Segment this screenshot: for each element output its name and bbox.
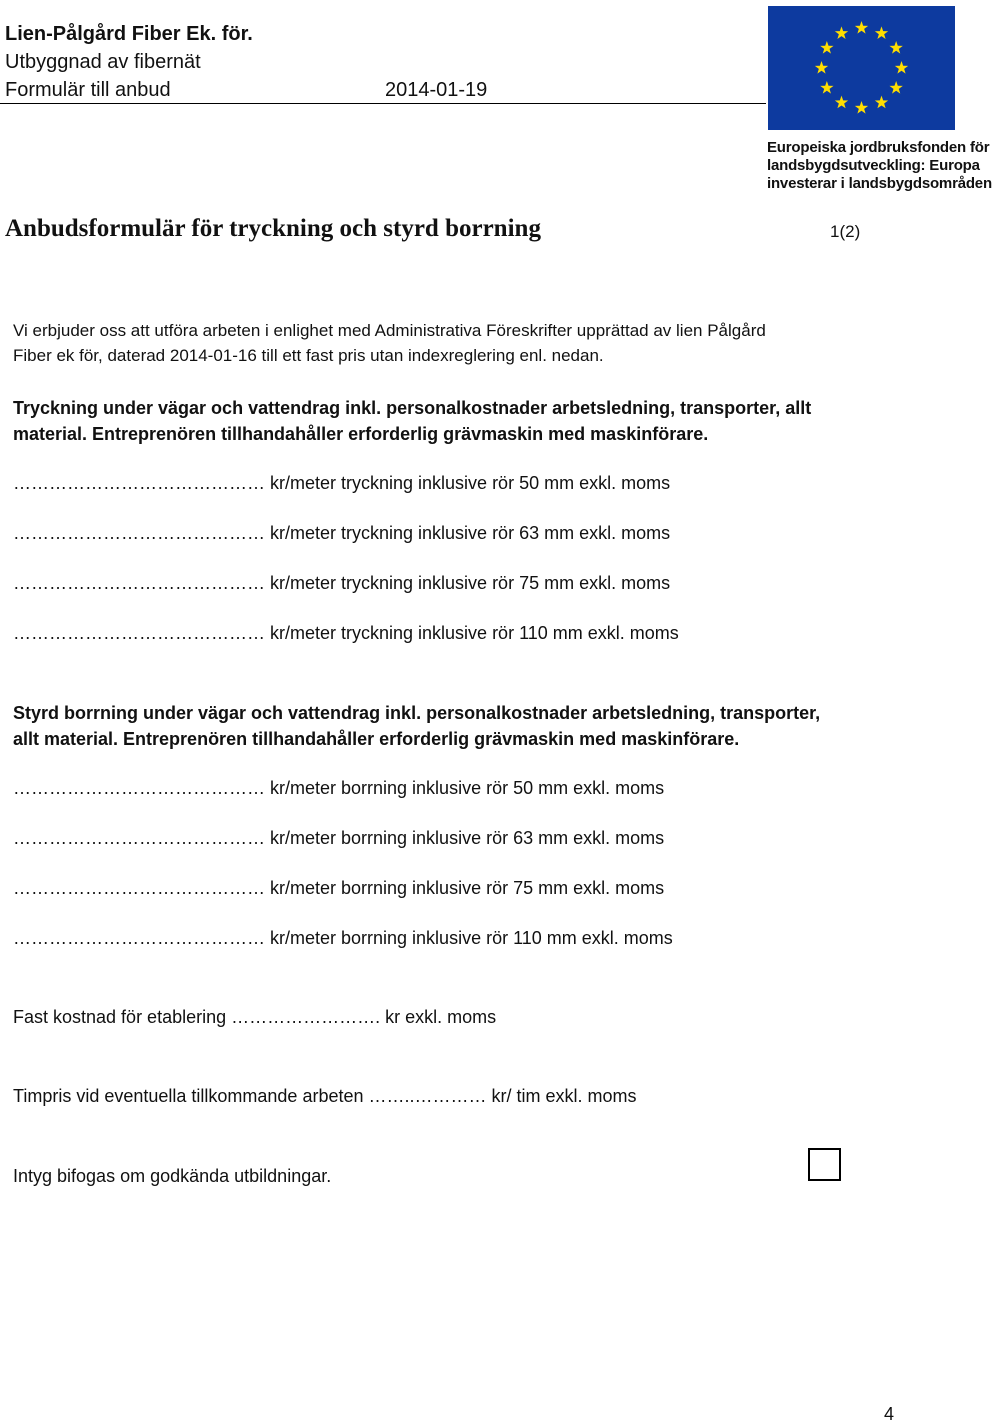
header-rule	[0, 103, 766, 104]
borrning-heading-line-2: allt material. Entreprenören tillhandahåller erforderlig grävmaskin med maskinförare.	[13, 729, 740, 749]
borrning-heading-line-1: Styrd borrning under vägar och vattendrag inkl. personalkostnader arbetsledning, transporter,	[13, 703, 821, 723]
etablering-cost[interactable]: Fast kostnad för etablering ……………………. kr exkl. moms	[13, 1007, 497, 1027]
intyg-checkbox[interactable]	[808, 1148, 841, 1181]
page-number: 4	[883, 1404, 894, 1424]
fund-line-1: Europeiska jordbruksfonden för	[767, 139, 990, 156]
tryckning-heading-line-1: Tryckning under vägar och vattendrag inkl. personalkostnader arbetsledning, transporter, allt	[13, 398, 812, 418]
borrning-price-75[interactable]: …………………………………… kr/meter borrning inklusive rör 75 mm exkl. moms	[13, 878, 665, 898]
header-project: Utbyggnad av fibernät	[5, 51, 201, 73]
eu-flag-icon	[768, 6, 955, 130]
borrning-price-63[interactable]: …………………………………… kr/meter borrning inklusive rör 63 mm exkl. moms	[13, 828, 665, 848]
timpris-cost[interactable]: Timpris vid eventuella tillkommande arbeten ……..………… kr/ tim exkl. moms	[13, 1086, 637, 1106]
tryckning-price-75[interactable]: …………………………………… kr/meter tryckning inklusive rör 75 mm exkl. moms	[13, 573, 671, 593]
intro-line-1: Vi erbjuder oss att utföra arbeten i enlighet med Administrativa Föreskrifter upprättad av lien Pålgård	[13, 321, 766, 340]
header-org: Lien-Pålgård Fiber Ek. för.	[5, 23, 253, 45]
header-date: 2014-01-19	[385, 79, 488, 101]
intro-line-2: Fiber ek för, daterad 2014-01-16 till ett fast pris utan indexreglering enl. nedan.	[13, 346, 604, 365]
fund-line-2: landsbygdsutveckling: Europa	[767, 157, 980, 174]
intyg-label: Intyg bifogas om godkända utbildningar.	[13, 1166, 332, 1186]
page-reference: 1(2)	[830, 222, 861, 241]
header-form: Formulär till anbud	[5, 79, 171, 101]
borrning-price-110[interactable]: …………………………………… kr/meter borrning inklusive rör 110 mm exkl. moms	[13, 928, 673, 948]
borrning-price-50[interactable]: …………………………………… kr/meter borrning inklusive rör 50 mm exkl. moms	[13, 778, 665, 798]
page-title: Anbudsformulär för tryckning och styrd borrning	[5, 215, 541, 242]
tryckning-price-50[interactable]: …………………………………… kr/meter tryckning inklusive rör 50 mm exkl. moms	[13, 473, 671, 493]
tryckning-price-63[interactable]: …………………………………… kr/meter tryckning inklusive rör 63 mm exkl. moms	[13, 523, 671, 543]
tryckning-price-110[interactable]: …………………………………… kr/meter tryckning inklusive rör 110 mm exkl. moms	[13, 623, 679, 643]
fund-line-3: investerar i landsbygdsområden	[767, 175, 992, 192]
tryckning-heading-line-2: material. Entreprenören tillhandahåller erforderlig grävmaskin med maskinförare.	[13, 424, 709, 444]
